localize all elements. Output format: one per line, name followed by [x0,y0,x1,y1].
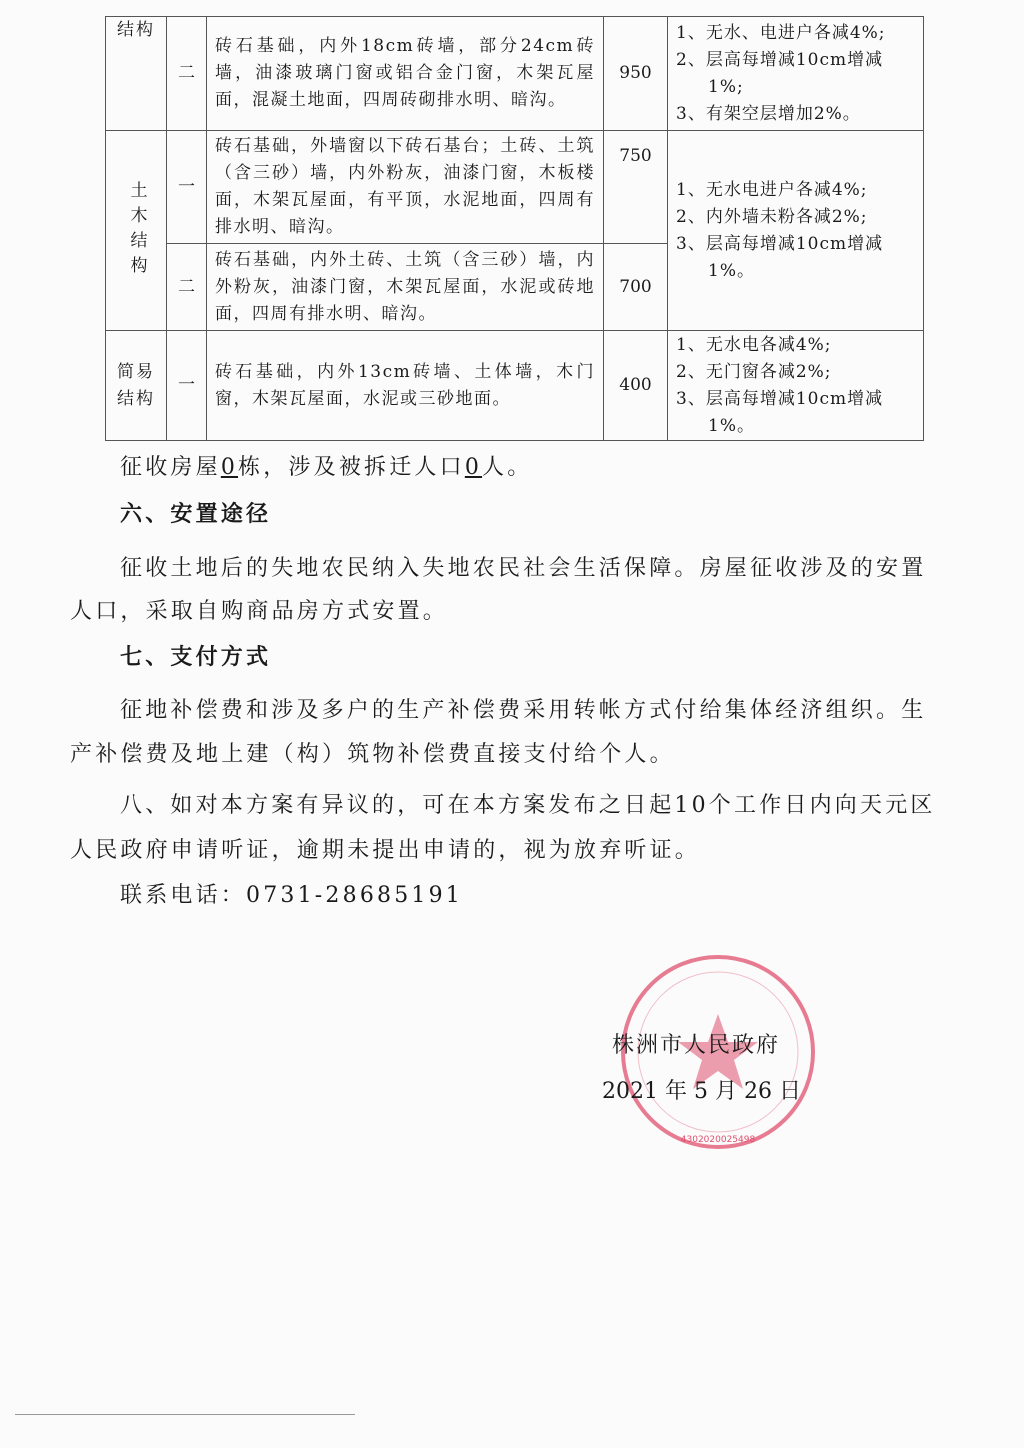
paragraph-line: 征收土地后的失地农民纳入失地农民社会生活保障。房屋征收涉及的安置 [120,556,927,581]
note-line: 2、无门窗各减2%; [676,361,832,382]
category-cell: 简易结构 [106,331,167,441]
house-count: 0 [220,455,239,480]
grade-cell: 一 [167,131,207,244]
section-heading-payment: 七、支付方式 [120,644,272,670]
seal-number: 4302020025498 [680,1135,756,1145]
note-line: 3、层高每增减10cm增减 [676,233,884,254]
signature-org: 株洲市人民政府 [612,1033,781,1058]
paragraph-line: 人民政府申请听证，逾期未提出申请的，视为放弃听证。 [70,838,701,863]
note-line: 1、无水电进户各减4%; [676,179,868,200]
notes-cell [668,131,924,331]
summary-text: 人。 [482,455,533,480]
price-cell: 750 [604,131,668,244]
section-heading-resettlement: 六、安置途径 [120,501,272,527]
paragraph-line: 产补偿费及地上建（构）筑物补偿费直接支付给个人。 [70,742,675,767]
note-line: 2、层高每增减10cm增减 [676,49,884,70]
note-line: 1、无水电各减4%; [676,334,832,355]
price-cell: 950 [604,17,668,131]
category-cell: 土木结构 [106,131,167,331]
compensation-table [105,16,924,441]
note-line: 1%。 [708,260,755,281]
note-line: 2、内外墙未粉各减2%; [676,206,868,227]
notes-cell [668,331,924,441]
summary-text: 栋，涉及被拆迁人口 [238,455,465,480]
table-row [106,17,924,131]
price-cell: 700 [604,244,668,331]
table-row [106,331,924,441]
summary-text: 征收房屋 [120,455,221,480]
paragraph-line: 征地补偿费和涉及多户的生产补偿费采用转帐方式付给集体经济组织。生 [120,698,927,723]
note-line: 3、层高每增减10cm增减 [676,388,884,409]
description-cell: 砖石基础，内外土砖、土筑（含三砂）墙，内外粉灰，油漆门窗，木架瓦屋面，水泥或砖地面，四周有排水明、暗沟。 [207,244,604,331]
grade-cell: 二 [167,244,207,331]
signature-date: 2021 年 5 月 26 日 [602,1079,801,1104]
paragraph-line: 人口，采取自购商品房方式安置。 [70,599,449,624]
note-line: 1、无水、电进户各减4%; [676,22,886,43]
price-cell: 400 [604,331,668,441]
description-cell: 砖石基础，外墙窗以下砖石基台；土砖、土筑（含三砂）墙，内外粉灰，油漆门窗，木板楼面，木架瓦屋面，有平顶，水泥地面，四周有排水明、暗沟。 [207,131,604,244]
category-cell: 结构 [106,17,167,131]
contact-phone: 联系电话：0731-28685191 [120,883,463,908]
paragraph-line: 八、如对本方案有异议的，可在本方案发布之日起10个工作日内向天元区 [120,793,936,818]
grade-cell: 二 [167,17,207,131]
demolition-summary [120,450,532,481]
people-count: 0 [464,455,483,480]
notes-cell [668,17,924,131]
note-line: 1%。 [708,415,755,436]
footer-divider [15,1414,355,1415]
note-line: 3、有架空层增加2%。 [676,103,861,124]
description-cell: 砖石基础，内外13cm砖墙、土体墙，木门窗，木架瓦屋面，水泥或三砂地面。 [207,331,604,441]
table-row [106,131,924,244]
description-cell: 砖石基础，内外18cm砖墙，部分24cm砖墙，油漆玻璃门窗或铝合金门窗，木架瓦屋面，混凝土地面，四周砖砌排水明、暗沟。 [207,17,604,131]
grade-cell: 一 [167,331,207,441]
note-line: 1%; [708,76,744,97]
